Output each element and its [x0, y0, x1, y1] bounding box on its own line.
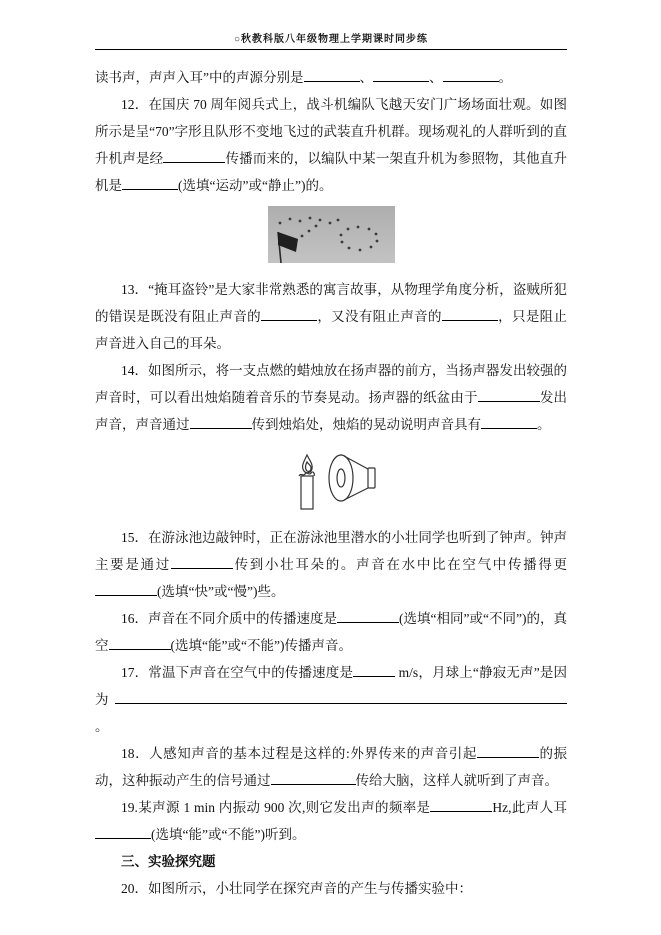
q13-text-2: ，又没有阻止声音的 [317, 309, 442, 324]
answer-blank [95, 825, 151, 839]
q17-period: 。 [95, 719, 109, 734]
answer-blank [190, 415, 252, 429]
q14-text-1: 14．如图所示，将一支点燃的蜡烛放在扬声器的前方，当扬声器发出较强的声音时，可以看出烛焰随着音乐的节奏晃动。扬声器的纸盆由于 [95, 363, 567, 405]
question-13 [95, 276, 567, 357]
question-11-continuation [95, 64, 567, 91]
answer-blank [442, 307, 498, 321]
q18-text-2: 的振动，这种振动产生的信号通过 [95, 746, 567, 788]
q15-text-2: 传到小壮耳朵的。声音在水中比在空气中传播得更 [232, 557, 568, 572]
answer-blank [373, 68, 429, 82]
page-header-title: ○秋教科版八年级物理上学期课时同步练 [95, 30, 567, 50]
answer-blank [95, 582, 157, 596]
speaker-icon [329, 455, 375, 501]
answer-blank [271, 771, 356, 785]
q17-text-2: m/s，月球上“静寂无声”是因为 [95, 665, 567, 707]
answer-blank [109, 636, 171, 650]
q13-text-1: 13．“掩耳盗铃”是大家非常熟悉的寓言故事，从物理学角度分析，盗贼所犯的错误是既没有阻止声音的 [95, 282, 567, 324]
question-17 [95, 659, 567, 740]
figure-question-12 [95, 206, 567, 268]
helicopter-formation-photo [268, 206, 395, 263]
answer-blank [337, 609, 399, 623]
answer-blank [478, 388, 540, 402]
q15-text-3: (选填“快”或“慢”)些。 [157, 584, 285, 599]
q14-text-3: 传到烛焰处，烛焰的晃动说明声音具有 [251, 417, 481, 432]
answer-blank-long [115, 690, 567, 704]
answer-blank [477, 744, 539, 758]
q19-text-3: (选填“能”或“不能”)听到。 [151, 827, 306, 842]
q13-text-3: ，只是阻止声音进入自己的耳朵。 [95, 309, 568, 351]
q12-text-1: 12．在国庆 70 周年阅兵式上，战斗机编队飞越天安门广场场面壮观。如图所示是呈“70”字形且队形不变地飞过的武装直升机群。现场观礼的人群听到的直升机声是经 [95, 97, 567, 166]
q12-text-2: 传播而来的，以编队中某一架直升机为参照物，其他直升机是 [95, 151, 568, 193]
answer-blank [261, 307, 317, 321]
answer-blank [304, 68, 360, 82]
answer-blank [353, 663, 395, 677]
section-heading-3: 三、实验探究题 [121, 854, 216, 869]
q11-period: 。 [498, 70, 512, 85]
q11-separator: 、 [359, 70, 373, 85]
q15-text-1: 15．在游泳池边敲钟时，正在游泳池里潜水的小壮同学也听到了钟声。钟声主要是通过 [95, 530, 567, 572]
answer-blank [122, 176, 178, 190]
q17-text-1: 17．常温下声音在空气中的传播速度是 [121, 665, 354, 680]
q16-text-2: (选填“相同”或“不同”)的，真空 [95, 611, 568, 653]
candle-speaker-drawing [281, 445, 381, 511]
answer-blank [481, 415, 537, 429]
q16-text-1: 16．声音在不同介质中的传播速度是 [121, 611, 338, 626]
answer-blank [163, 149, 225, 163]
answer-blank [430, 798, 492, 812]
candle-icon [299, 455, 314, 509]
answer-blank [171, 555, 233, 569]
q12-text-3: (选填“运动”或“静止”)的。 [178, 178, 333, 193]
q19-text-1: 19.某声源 1 min 内振动 900 次,则它发出声的频率是 [121, 800, 431, 815]
question-16 [95, 605, 567, 659]
question-20: 20．如图所示，小壮同学在探究声音的产生与传播实验中： [121, 881, 472, 896]
q14-period: 。 [537, 417, 551, 432]
question-12 [95, 91, 567, 199]
figure-question-14 [95, 445, 567, 516]
q19-text-2: Hz,此声人耳 [492, 800, 567, 815]
question-19 [95, 794, 567, 848]
q18-text-3: 传给大脑，这样人就听到了声音。 [355, 773, 558, 788]
q11-separator: 、 [429, 70, 443, 85]
q11-text: 读书声，声声入耳”中的声源分别是 [95, 70, 304, 85]
q18-text-1: 18．人感知声音的基本过程是这样的:外界传来的声音引起 [121, 746, 477, 761]
q14-text-2: 发出声音，声音通过 [95, 390, 568, 432]
answer-blank [443, 68, 499, 82]
question-18 [95, 740, 567, 794]
q16-text-3: (选填“能”或“不能”)传播声音。 [170, 638, 352, 653]
question-15 [95, 524, 567, 605]
question-14 [95, 357, 567, 438]
